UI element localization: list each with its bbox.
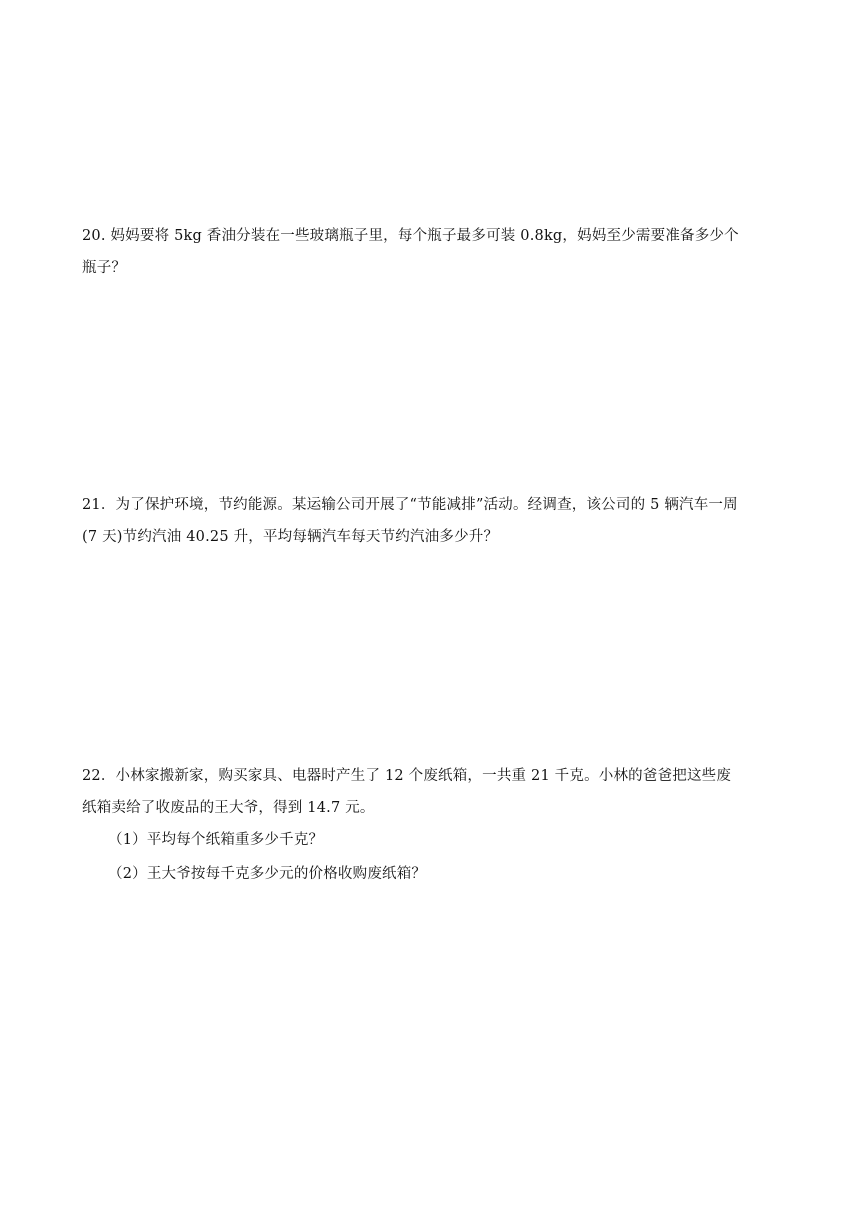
sub-question-2: （2）王大爷按每千克多少元的价格收购废纸箱？ [108,866,427,882]
question-text-line: 22．小林家搬新家，购买家具、电器时产生了 12 个废纸箱，一共重 21 千克。小林的爸爸把这些废 [82,768,732,784]
question-text-line: 瓶子？ [82,260,127,276]
question-text-line: 20. 妈妈要将 5kg 香油分装在一些玻璃瓶子里，每个瓶子最多可装 0.8kg，妈妈至少需要准备多少个 [82,228,739,244]
question-text-line: (7 天)节约汽油 40.25 升，平均每辆汽车每天节约汽油多少升？ [82,529,499,545]
sub-question-1: （1）平均每个纸箱重多少千克？ [108,832,324,848]
question-text-line: 21．为了保护环境，节约能源。某运输公司开展了“节能减排”活动。经调查，该公司的 5 辆汽车一周 [82,497,738,513]
question-text-line: 纸箱卖给了收废品的王大爷，得到 14.7 元。 [82,800,375,816]
